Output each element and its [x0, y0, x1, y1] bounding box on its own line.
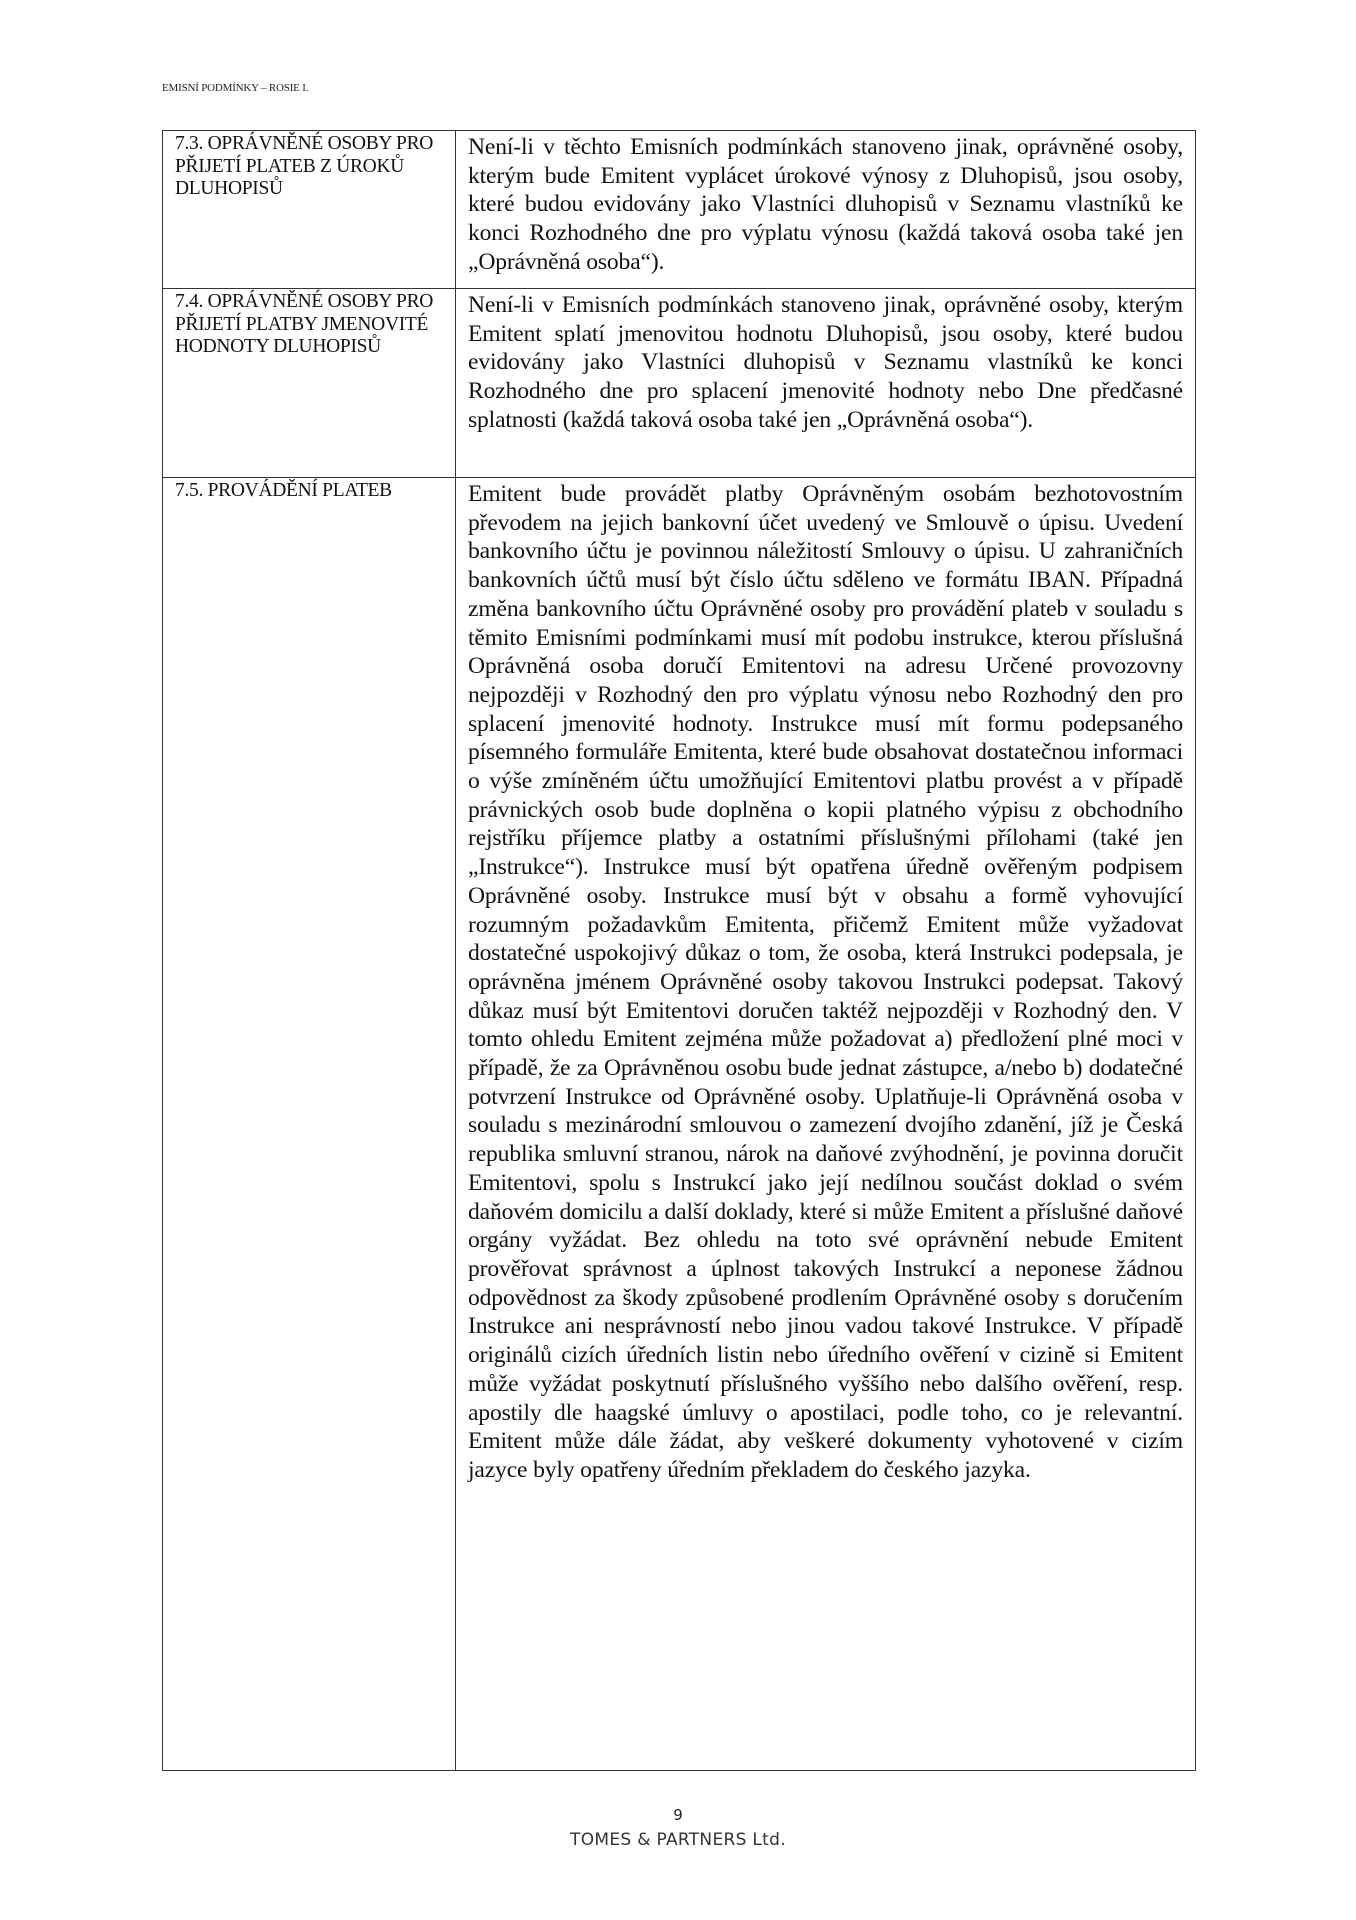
table-row — [163, 289, 1196, 478]
running-header: EMISNÍ PODMÍNKY – ROSIE I. — [162, 82, 309, 94]
footer-company-name: TOMES & PARTNERS Ltd. — [570, 1830, 786, 1850]
terms-table — [162, 130, 1196, 1771]
section-text: Není-li v Emisních podmínkách stanoveno jinak, oprávněné osoby, kterým Emitent splatí jmenovitou hodnotu Dluhopisů, jsou osoby, které budou evidovány jako Vlastníci dluhopisů v Seznamu vlastníků ke konci Rozhodného dne pro splacení jmenovité hodnoty nebo Dne předčasné splatnosti (každá taková osoba také jen „Oprávněná osoba“). — [456, 289, 1196, 478]
table-row — [163, 478, 1196, 1771]
section-label: 7.5. PROVÁDĚNÍ PLATEB — [163, 478, 456, 1771]
section-text: Není-li v těchto Emisních podmínkách stanoveno jinak, oprávněné osoby, kterým bude Emitent vyplácet úrokové výnosy z Dluhopisů, jsou osoby, které budou evidovány jako Vlastníci dluhopisů v Seznamu vlastníků ke konci Rozhodného dne pro výplatu výnosu (každá taková osoba také jen „Oprávněná osoba“). — [456, 131, 1196, 289]
section-label: 7.3. OPRÁVNĚNÉ OSOBY PRO PŘIJETÍ PLATEB Z ÚROKŮ DLUHOPISŮ — [163, 131, 456, 289]
page-number: 9 — [673, 1806, 683, 1824]
section-text: Emitent bude provádět platby Oprávněným osobám bezhotovostním převodem na jejich bankovní účet uvedený ve Smlouvě o úpisu. Uvedení bankovního účtu je povinnou náležitostí Smlouvy o úpisu. U zahraničních bankovních účtů musí být číslo účtu sděleno ve formátu IBAN. Případná změna bankovního účtu Oprávněné osoby pro provádění plateb v souladu s těmito Emisními podmínkami musí mít podobu instrukce, kterou příslušná Oprávněná osoba doručí Emitentovi na adresu Určené provozovny nejpozději v Rozhodný den pro výplatu výnosu nebo Rozhodný den pro splacení jmenovité hodnoty. Instrukce musí mít formu podepsaného písemného formuláře Emitenta, které bude obsahovat dostatečnou informaci o výše zmíněném účtu umožňující Emitentovi platbu provést a v případě právnických osob bude doplněna o kopii platného výpisu z obchodního rejstříku příjemce platby a ostatními příslušnými přílohami (také jen „Instrukce“). Instrukce musí být opatřena úředně ověřeným podpisem Oprávněné osoby. Instrukce musí být v obsahu a formě vyhovující rozumným požadavkům Emitenta, přičemž Emitent může vyžadovat dostatečné uspokojivý důkaz o tom, že osoba, která Instrukci podepsala, je oprávněna jménem Oprávněné osoby takovou Instrukci podepsat. Takový důkaz musí být Emitentovi doručen taktéž nejpozději v Rozhodný den. V tomto ohledu Emitent zejména může požadovat a) předložení plné moci v případě, že za Oprávněnou osobu bude jednat zástupce, a/nebo b) dodatečné potvrzení Instrukce od Oprávněné osoby. Uplatňuje-li Oprávněná osoba v souladu s mezinárodní smlouvou o zamezení dvojího zdanění, jíž je Česká republika smluvní stranou, nárok na daňové zvýhodnění, je povinna doručit Emitentovi, spolu s Instrukcí jako její nedílnou součást doklad o svém daňovém domicilu a další doklady, které si může Emitent a příslušné daňové orgány vyžádat. Bez ohledu na toto své oprávnění nebude Emitent prověřovat správnost a úplnost takových Instrukcí a neponese žádnou odpovědnost za škody způsobené prodlením Oprávněné osoby s doručením Instrukce ani nesprávností nebo jinou vadou takové Instrukce. V případě originálů cizích úředních listin nebo úředního ověření v cizině si Emitent může vyžádat poskytnutí příslušného vyššího nebo dalšího ověření, resp. apostily dle haagské úmluvy o apostilaci, podle toho, co je relevantní. Emitent může dále žádat, aby veškeré dokumenty vyhotovené v cizím jazyce byly opatřeny úředním překladem do českého jazyka. — [456, 478, 1196, 1771]
table-row — [163, 131, 1196, 289]
section-label: 7.4. OPRÁVNĚNÉ OSOBY PRO PŘIJETÍ PLATBY JMENOVITÉ HODNOTY DLUHOPISŮ — [163, 289, 456, 478]
